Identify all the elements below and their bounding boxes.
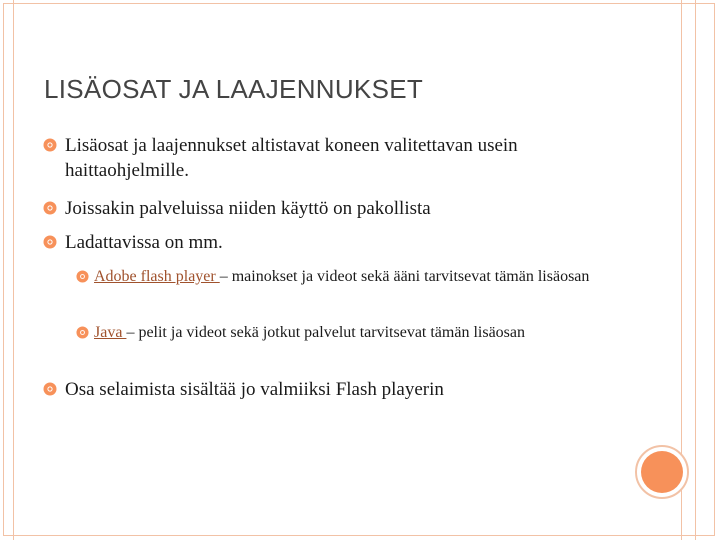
sub-bullet-item [94,322,634,343]
sub-bullet-text: – mainokset ja videot sekä ääni tarvitsevat tämän lisäosan [219,268,590,285]
left-rule [13,0,14,540]
bullet-item [65,196,625,221]
bullet-text: Joissakin palveluissa niiden käyttö on pakollista [65,198,431,219]
bullet-text: Osa selaimista sisältää jo valmiiksi Flash playerin [65,379,444,400]
sun-bullet-icon [43,201,57,215]
java-link[interactable]: Java [94,324,127,341]
sun-bullet-icon [76,326,89,339]
bullet-text: Ladattavissa on mm. [65,232,223,253]
bullet-item [65,133,625,183]
sub-bullet-text: – pelit ja videot sekä jotkut palvelut tarvitsevat tämän lisäosan [126,324,525,341]
adobe-flash-link[interactable]: Adobe flash player [94,268,220,285]
decorative-circle [641,451,683,493]
sun-bullet-icon [76,270,89,283]
bullet-item [65,230,625,255]
sub-bullet-item [94,266,634,287]
bullet-text: Lisäosat ja laajennukset altistavat koneen valitettavan usein haittaohjelmille. [65,135,518,181]
sun-bullet-icon [43,138,57,152]
right-rule-outer [695,0,696,540]
sun-bullet-icon [43,382,57,396]
slide-title: LISÄOSAT JA LAAJENNUKSET [44,74,424,104]
sun-bullet-icon [43,235,57,249]
bullet-item [65,377,625,402]
